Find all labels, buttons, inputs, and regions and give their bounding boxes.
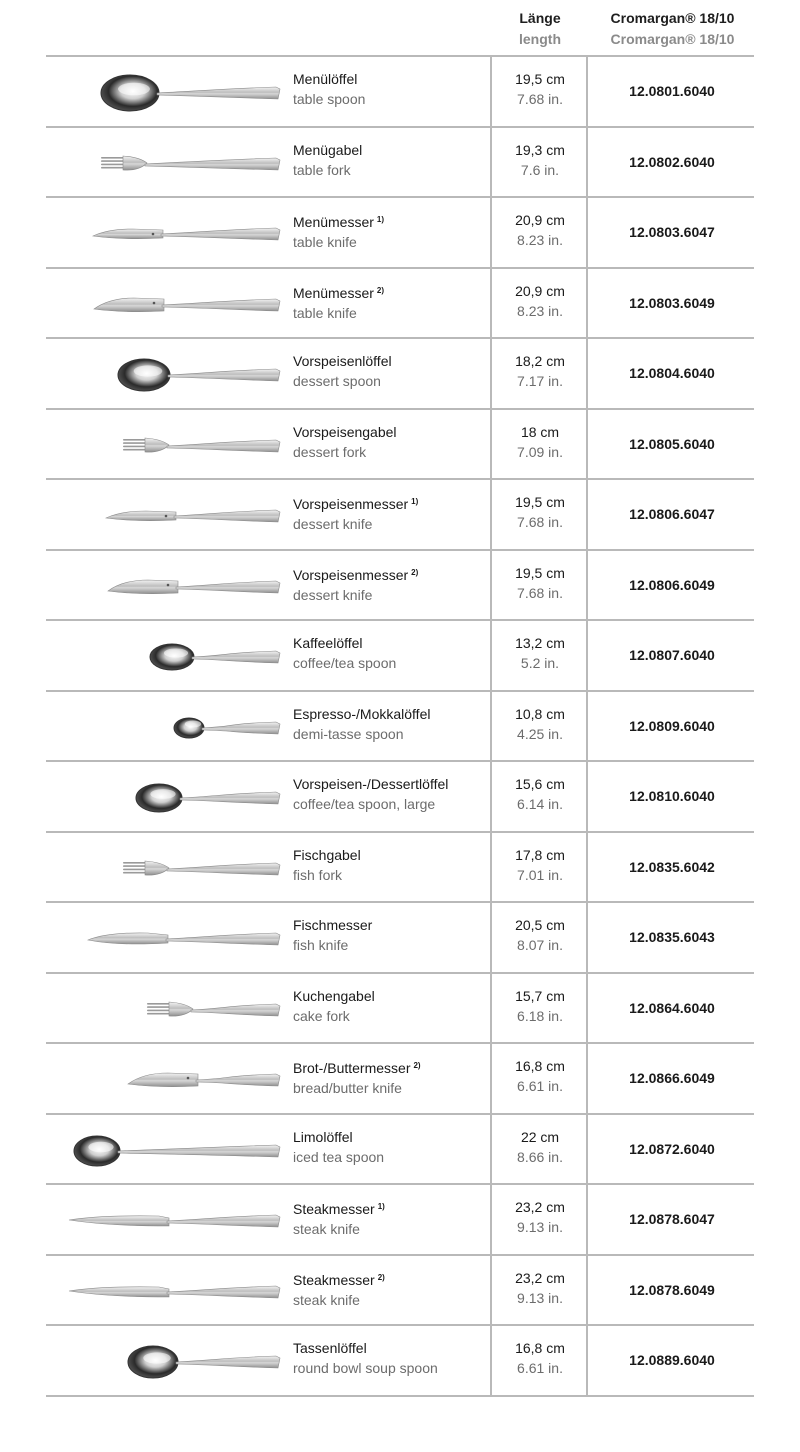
length-inches: 7.17 in. — [517, 373, 563, 389]
length-inches: 8.66 in. — [517, 1148, 563, 1165]
length-inches: 8.23 in. — [517, 232, 563, 248]
item-name-en: steak knife — [293, 1291, 360, 1308]
item-name-en: steak knife — [293, 1221, 360, 1237]
spoon-icon — [46, 338, 282, 408]
length-inches: 6.14 in. — [517, 796, 563, 812]
item-name — [293, 422, 493, 462]
item-name-de: Kuchengabel — [293, 987, 375, 1004]
length-cm: 17,8 cm — [515, 846, 565, 863]
item-name-en: demi-tasse spoon — [293, 725, 404, 742]
fork-icon — [46, 409, 282, 479]
item-name-de: Vorspeisenlöffel — [293, 353, 392, 369]
article-number: 12.0878.6049 — [629, 1281, 715, 1298]
length-inches: 7.68 in. — [517, 584, 563, 601]
item-length — [497, 563, 583, 603]
length-cm: 10,8 cm — [515, 705, 565, 722]
length-inches: 9.13 in. — [517, 1289, 563, 1306]
knife-icon — [46, 197, 282, 267]
table-row — [46, 1325, 754, 1395]
article-number: 12.0805.6040 — [629, 435, 715, 452]
article-number: 12.0804.6040 — [629, 365, 715, 381]
row-divider — [46, 831, 754, 833]
material-column-header — [590, 8, 755, 50]
item-name-en: cake fork — [293, 1007, 350, 1024]
length-inches: 8.23 in. — [517, 302, 563, 319]
knife-icon — [46, 1043, 282, 1113]
length-cm: 23,2 cm — [515, 1269, 565, 1286]
table-row — [46, 902, 754, 972]
length-cm: 19,5 cm — [515, 494, 565, 510]
length-cm: 22 cm — [520, 1128, 560, 1145]
footnote-marker: 2) — [411, 567, 419, 577]
length-inches: 7.09 in. — [517, 443, 563, 460]
row-divider — [46, 619, 754, 621]
item-length — [497, 351, 583, 391]
item-name-en: fish knife — [293, 937, 349, 953]
item-name-de: Menülöffel — [293, 71, 358, 87]
article-number: 12.0864.6040 — [629, 999, 715, 1016]
length-cm: 19,5 cm — [515, 564, 565, 581]
item-length — [497, 1127, 583, 1167]
row-divider — [46, 1183, 754, 1185]
item-name-de: Steakmesser $^{1)}$ — [293, 1201, 385, 1217]
table-row — [46, 1043, 754, 1113]
row-divider — [46, 126, 754, 128]
item-name-en: table fork — [293, 161, 351, 178]
item-length — [497, 1338, 583, 1378]
item-name-en: table knife — [293, 234, 357, 250]
length-cm: 15,7 cm — [515, 987, 565, 1004]
row-divider — [46, 1042, 754, 1044]
length-cm: 18,2 cm — [515, 353, 565, 369]
length-inches: 7.68 in. — [517, 91, 563, 107]
item-name-en: dessert knife — [293, 516, 373, 532]
knife-icon — [46, 550, 282, 620]
article-number: 12.0803.6047 — [629, 224, 715, 240]
spoon-icon — [46, 691, 282, 761]
item-name — [293, 915, 493, 955]
item-length — [497, 69, 583, 109]
row-divider — [46, 267, 754, 269]
article-number: 12.0803.6049 — [629, 294, 715, 311]
item-name-en: bread/butter knife — [293, 1080, 402, 1096]
knife-icon — [46, 479, 282, 549]
length-cm: 16,8 cm — [515, 1340, 565, 1356]
footnote-marker: 2) — [377, 1272, 385, 1282]
length-inches: 9.13 in. — [517, 1219, 563, 1235]
length-cm: 20,5 cm — [515, 917, 565, 933]
item-length — [497, 1268, 583, 1308]
spoon-icon — [46, 1114, 282, 1184]
item-name-en: coffee/tea spoon — [293, 655, 397, 671]
item-name-de: Espresso-/Mokkalöffel — [293, 705, 431, 722]
footnote-marker: 2) — [376, 285, 385, 295]
item-length — [497, 986, 583, 1026]
fish-knife-icon — [46, 902, 282, 972]
table-row — [46, 973, 754, 1043]
material-header-de: Cromargan® 18/10 — [610, 10, 735, 26]
length-cm: 19,5 cm — [515, 71, 565, 87]
item-name-en: round bowl soup spoon — [293, 1360, 438, 1376]
item-name-de: Menügabel — [293, 141, 363, 158]
row-divider — [46, 1324, 754, 1326]
item-name — [293, 774, 493, 814]
length-cm: 20,9 cm — [515, 282, 565, 299]
steak-knife-icon — [46, 1255, 282, 1325]
item-name-en: dessert spoon — [293, 373, 381, 389]
item-name-de: Vorspeisenmesser $^{1)}$ — [293, 496, 419, 512]
item-name-de: Steakmesser $^{2)}$ — [293, 1271, 385, 1288]
article-number: 12.0807.6040 — [629, 647, 715, 663]
article-number: 12.0889.6040 — [629, 1352, 715, 1368]
item-length — [497, 845, 583, 885]
spoon-icon — [46, 1325, 282, 1395]
spoon-icon — [46, 761, 282, 831]
table-row — [46, 691, 754, 761]
article-number: 12.0806.6049 — [629, 576, 715, 593]
row-divider — [46, 1113, 754, 1115]
footnote-marker: 1) — [411, 497, 419, 506]
item-name-de: Vorspeisen-/Dessertlöffel — [293, 776, 449, 792]
length-header-en: length — [519, 31, 561, 47]
length-inches: 4.25 in. — [517, 725, 563, 742]
fork-icon — [46, 832, 282, 902]
row-divider — [46, 478, 754, 480]
footnote-marker: 2) — [413, 1061, 421, 1070]
row-divider — [46, 196, 754, 198]
item-name — [293, 845, 493, 885]
length-header-de: Länge — [519, 10, 561, 26]
item-name-en: fish fork — [293, 866, 343, 883]
item-name-en: dessert fork — [293, 443, 367, 460]
table-row — [46, 1114, 754, 1184]
item-name — [293, 1056, 493, 1098]
item-name-de: Fischmesser — [293, 917, 373, 933]
footnote-marker: 1) — [376, 215, 385, 224]
item-name-de: Brot-/Buttermesser $^{2)}$ — [293, 1060, 421, 1076]
item-name-de: Fischgabel — [293, 846, 361, 863]
item-length — [497, 281, 583, 321]
article-number: 12.0802.6040 — [629, 153, 715, 170]
article-number: 12.0806.6047 — [629, 506, 715, 522]
length-cm: 18 cm — [520, 423, 560, 440]
length-cm: 16,8 cm — [515, 1058, 565, 1074]
row-divider — [46, 972, 754, 974]
article-number: 12.0866.6049 — [629, 1070, 715, 1086]
item-length — [497, 422, 583, 462]
length-cm: 23,2 cm — [515, 1199, 565, 1215]
item-name-en: iced tea spoon — [293, 1148, 385, 1165]
item-length — [497, 1197, 583, 1237]
steak-knife-icon — [46, 1184, 282, 1254]
length-inches: 7.68 in. — [517, 514, 563, 530]
table-row — [46, 56, 754, 126]
item-name-de: Tassenlöffel — [293, 1340, 367, 1356]
article-number: 12.0810.6040 — [629, 788, 715, 804]
item-name-en: table knife — [293, 304, 357, 321]
item-name — [293, 281, 493, 323]
item-name — [293, 492, 493, 534]
item-name — [293, 140, 493, 180]
item-name — [293, 986, 493, 1026]
item-name — [293, 1197, 493, 1239]
item-length — [497, 492, 583, 532]
length-inches: 7.01 in. — [517, 866, 563, 883]
item-name-en: coffee/tea spoon, large — [293, 796, 436, 812]
item-name — [293, 1127, 493, 1167]
row-divider — [46, 549, 754, 551]
length-inches: 7.6 in. — [520, 161, 560, 178]
item-name — [293, 69, 493, 109]
row-divider — [46, 408, 754, 410]
item-length — [497, 774, 583, 814]
item-name-de: Menümesser $^{1)}$ — [293, 214, 385, 230]
item-length — [497, 704, 583, 744]
item-name — [293, 563, 493, 605]
length-inches: 6.18 in. — [517, 1007, 563, 1024]
item-name — [293, 704, 493, 744]
article-number: 12.0878.6047 — [629, 1211, 715, 1227]
table-row — [46, 338, 754, 408]
table-row — [46, 832, 754, 902]
item-name-de: Vorspeisenmesser $^{2)}$ — [293, 566, 419, 583]
item-name-de: Limolöffel — [293, 1128, 353, 1145]
item-name — [293, 351, 493, 391]
footnote-marker: 1) — [377, 1202, 385, 1211]
article-number: 12.0809.6040 — [629, 717, 715, 734]
item-length — [497, 633, 583, 673]
item-name-de: Kaffeelöffel — [293, 635, 363, 651]
item-name — [293, 1338, 493, 1378]
item-name — [293, 633, 493, 673]
row-divider — [46, 1254, 754, 1256]
table-row — [46, 197, 754, 267]
table-row — [46, 268, 754, 338]
material-header-en: Cromargan® 18/10 — [610, 31, 735, 47]
spoon-icon — [46, 620, 282, 690]
table-row — [46, 550, 754, 620]
length-cm: 15,6 cm — [515, 776, 565, 792]
fork-icon — [46, 127, 282, 197]
length-inches: 8.07 in. — [517, 937, 563, 953]
length-inches: 6.61 in. — [517, 1360, 563, 1376]
item-name-de: Vorspeisengabel — [293, 423, 397, 440]
length-column-header — [497, 8, 583, 50]
knife-icon — [46, 268, 282, 338]
row-divider — [46, 337, 754, 339]
row-divider — [46, 690, 754, 692]
length-cm: 19,3 cm — [515, 141, 565, 158]
table-row — [46, 1255, 754, 1325]
length-cm: 13,2 cm — [515, 635, 565, 651]
table-row — [46, 620, 754, 690]
length-inches: 5.2 in. — [520, 655, 560, 671]
table-row — [46, 127, 754, 197]
item-length — [497, 915, 583, 955]
item-name — [293, 1268, 493, 1310]
item-length — [497, 210, 583, 250]
article-number: 12.0835.6042 — [629, 858, 715, 875]
item-length — [497, 1056, 583, 1096]
row-divider — [46, 55, 754, 57]
article-number: 12.0801.6040 — [629, 83, 715, 99]
row-divider — [46, 760, 754, 762]
article-number: 12.0872.6040 — [629, 1140, 715, 1157]
length-cm: 20,9 cm — [515, 212, 565, 228]
table-row — [46, 1184, 754, 1254]
table-row — [46, 479, 754, 549]
length-inches: 6.61 in. — [517, 1078, 563, 1094]
item-name-de: Menümesser $^{2)}$ — [293, 284, 385, 301]
row-divider — [46, 901, 754, 903]
item-length — [497, 140, 583, 180]
row-divider — [46, 1395, 754, 1397]
item-name-en: table spoon — [293, 91, 366, 107]
article-number: 12.0835.6043 — [629, 929, 715, 945]
table-row — [46, 409, 754, 479]
table-row — [46, 761, 754, 831]
item-name — [293, 210, 493, 252]
item-name-en: dessert knife — [293, 586, 373, 603]
fork-icon — [46, 973, 282, 1043]
spoon-icon — [46, 56, 282, 126]
